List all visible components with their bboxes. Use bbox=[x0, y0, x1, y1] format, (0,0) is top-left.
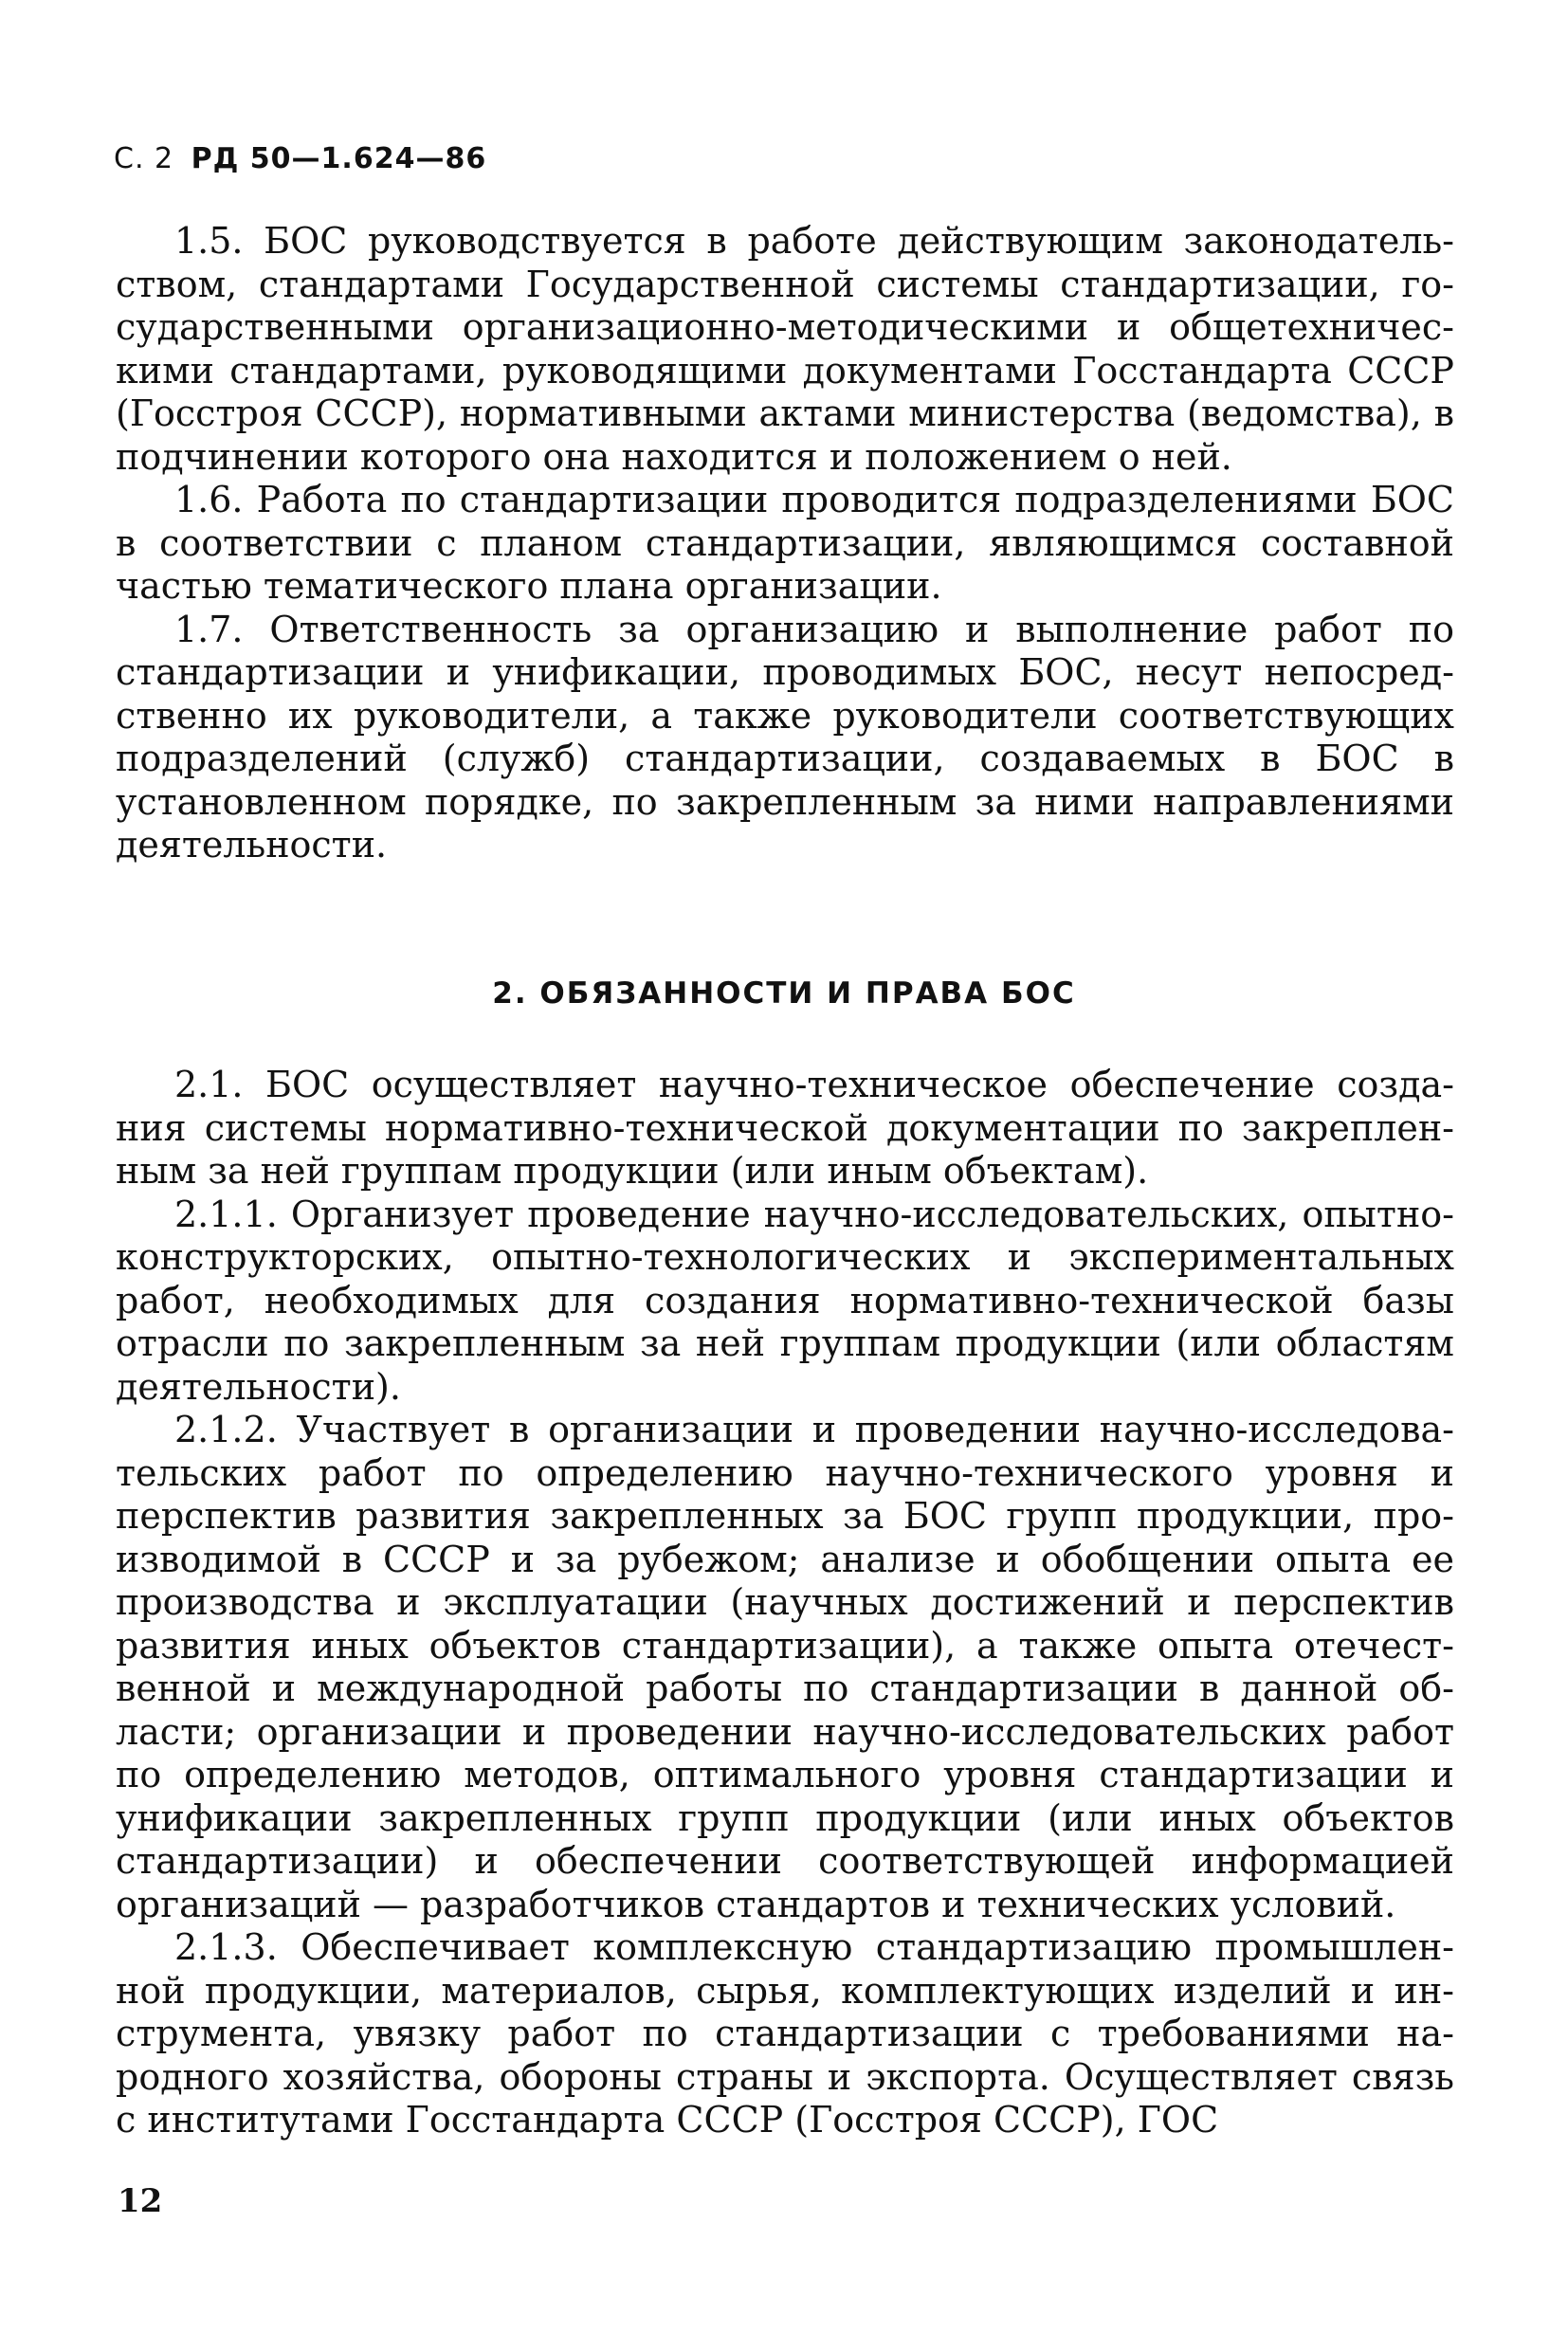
section-1-text bbox=[116, 220, 1454, 867]
paragraph-2-1-2: 2.1.2. Участвует в организации и проведении научно-исследовательских работ по определению научно-технического уровня и перспектив развития закрепленных за БОС групп продукции, производимой в СССР и за рубежом; анализе и обобщении опыта ее производства и эксплуатации (научных достижений и перспектив развития иных объектов стандартизации), а также опыта отечественной и международной работы по стандартизации в данной области; организации и проведении научно-исследовательских работ по определению методов, оптимального уровня стандартизации и унификации закрепленных групп продукции (или иных объектов стандартизации) и обеспечении соответствующей информацией организаций — разработчиков стандартов и технических условий. bbox=[116, 1409, 1454, 1925]
header-document-code: РД 50—1.624—86 bbox=[191, 142, 487, 175]
paragraph-1-7: 1.7. Ответственность за организацию и выполнение работ по стандартизации и унификации, проводимых БОС, несут непосредственно их руководители, а также руководители соответствующих подразделений (служб) стандартизации, создаваемых в БОС в установленном порядке, по закрепленным за ними направлениями деятельности. bbox=[116, 608, 1454, 866]
header-page-ref: С. 2 bbox=[114, 142, 174, 175]
paragraph-2-1-3: 2.1.3. Обеспечивает комплексную стандартизацию промышленной продукции, материалов, сырья, комплектующих изделий и инструмента, увязку работ по стандартизации с требованиями народного хозяйства, обороны страны и экспорта. Осуществляет связь с институтами Госстандарта СССР (Госстроя СССР), ГОС bbox=[116, 1926, 1454, 2141]
running-header bbox=[114, 142, 486, 175]
paragraph-2-1-1: 2.1.1. Организует проведение научно-исследовательских, опытно-конструкторских, опытно-технологических и экспериментальных работ, необходимых для создания нормативно-технической базы отрасли по закрепленным за ней группам продукции (или областям деятельности). bbox=[116, 1193, 1454, 1408]
paragraph-1-5: 1.5. БОС руководствуется в работе действующим законодательством, стандартами Государственной системы стандартизации, государственными организационно-методическими и общетехническими стандартами, руководящими документами Госстандарта СССР (Госстроя СССР), нормативными актами министерства (ведомства), в подчинении которого она находится и положением о ней. bbox=[116, 220, 1454, 478]
section-2-text bbox=[116, 1064, 1454, 2142]
paragraph-1-6: 1.6. Работа по стандартизации проводится подразделениями БОС в соответствии с планом стандартизации, являющимся составной частью тематического плана организации. bbox=[116, 479, 1454, 607]
paragraph-2-1: 2.1. БОС осуществляет научно-техническое обеспечение создания системы нормативно-технической документации по закрепленным за ней группам продукции (или иным объектам). bbox=[116, 1064, 1454, 1192]
section-2-heading: 2. ОБЯЗАННОСТИ И ПРАВА БОС bbox=[492, 976, 1076, 1011]
page-number: 12 bbox=[118, 2182, 163, 2220]
